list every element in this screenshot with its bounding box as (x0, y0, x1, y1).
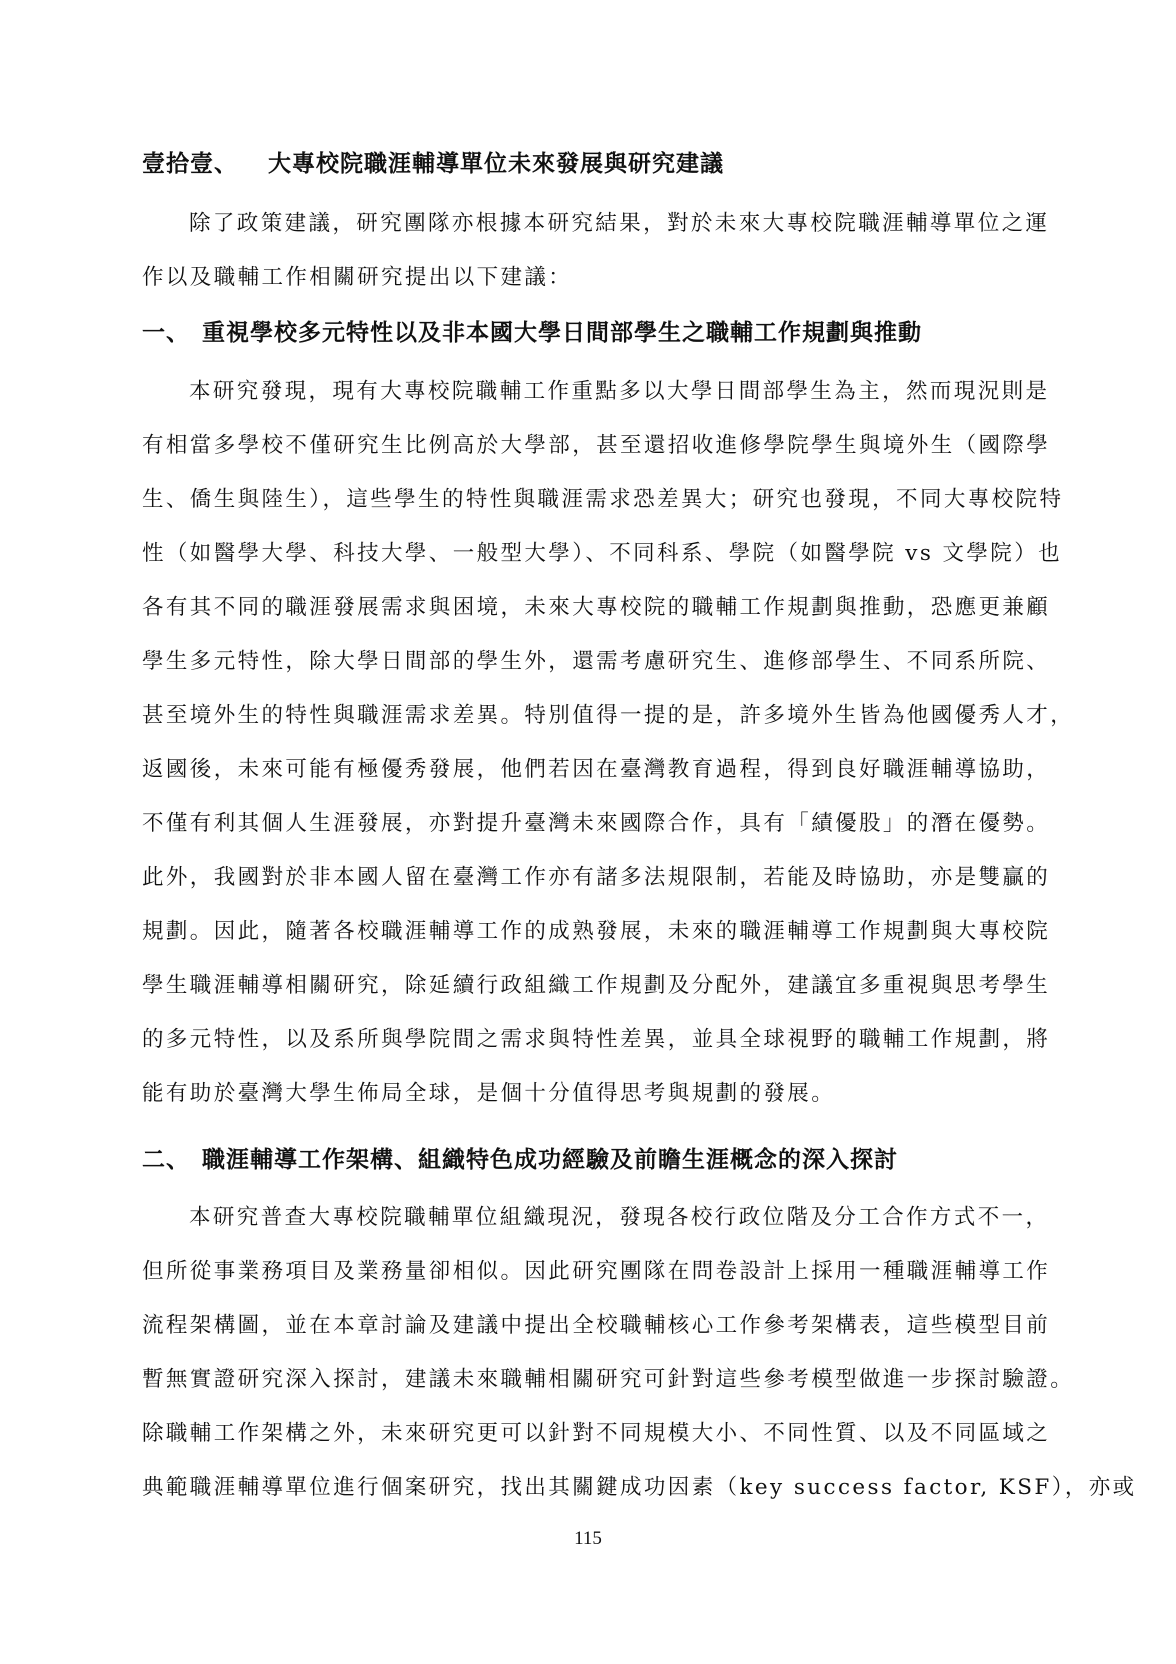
paragraph-line: 學生職涯輔導相關研究，除延續行政組織工作規劃及分配外，建議宜多重視與思考學生 (142, 973, 1051, 998)
section-heading-1 (142, 318, 922, 348)
paragraph-line: 除了政策建議，研究團隊亦根據本研究結果，對於未來大專校院職涯輔導單位之運 (189, 211, 1050, 236)
paragraph-line: 本研究普查大專校院職輔單位組織現況，發現各校行政位階及分工合作方式不一， (189, 1205, 1050, 1230)
section-2-paragraph (142, 1191, 1137, 1515)
paragraph-line: 流程架構圖，並在本章討論及建議中提出全校職輔核心工作參考架構表，這些模型目前 (142, 1313, 1051, 1338)
paragraph-line: 典範職涯輔導單位進行個案研究，找出其關鍵成功因素（key success factor, KSF），亦或 (142, 1475, 1137, 1500)
paragraph-line: 性（如醫學大學、科技大學、一般型大學）、不同科系、學院（如醫學院 vs 文學院）也 (142, 541, 1063, 566)
section-1-paragraph (142, 365, 1075, 1121)
section-title: 重視學校多元特性以及非本國大學日間部學生之職輔工作規劃與推動 (202, 319, 922, 346)
paragraph-line: 規劃。因此，隨著各校職涯輔導工作的成熟發展，未來的職涯輔導工作規劃與大專校院 (142, 919, 1051, 944)
page-number: 115 (574, 1528, 602, 1549)
paragraph-line: 作以及職輔工作相關研究提出以下建議： (142, 265, 573, 290)
section-number: 一、 (142, 319, 190, 346)
paragraph-line: 的多元特性，以及系所與學院間之需求與特性差異，並具全球視野的職輔工作規劃，將 (142, 1027, 1051, 1052)
paragraph-line: 返國後，未來可能有極優秀發展，他們若因在臺灣教育過程，得到良好職涯輔導協助， (142, 757, 1051, 782)
paragraph-line: 甚至境外生的特性與職涯需求差異。特別值得一提的是，許多境外生皆為他國優秀人才， (142, 703, 1075, 728)
intro-paragraph (142, 197, 1050, 305)
paragraph-line: 此外，我國對於非本國人留在臺灣工作亦有諸多法規限制，若能及時協助，亦是雙贏的 (142, 865, 1051, 890)
section-heading-main (142, 149, 724, 179)
paragraph-line: 暫無實證研究深入探討，建議未來職輔相關研究可針對這些參考模型做進一步探討驗證。 (142, 1367, 1075, 1392)
paragraph-line: 學生多元特性，除大學日間部的學生外，還需考慮研究生、進修部學生、不同系所院、 (142, 649, 1051, 674)
paragraph-line: 有相當多學校不僅研究生比例高於大學部，甚至還招收進修學院學生與境外生（國際學 (142, 433, 1051, 458)
section-number: 二、 (142, 1146, 190, 1173)
section-heading-2 (142, 1145, 898, 1175)
paragraph-line: 能有助於臺灣大學生佈局全球，是個十分值得思考與規劃的發展。 (142, 1081, 836, 1106)
paragraph-line: 本研究發現，現有大專校院職輔工作重點多以大學日間部學生為主，然而現況則是 (189, 379, 1050, 404)
paragraph-line: 生、僑生與陸生），這些學生的特性與職涯需求恐差異大；研究也發現，不同大專校院特 (142, 487, 1064, 512)
section-title: 大專校院職涯輔導單位未來發展與研究建議 (268, 150, 724, 177)
paragraph-line: 除職輔工作架構之外，未來研究更可以針對不同規模大小、不同性質、以及不同區域之 (142, 1421, 1051, 1446)
paragraph-line: 各有其不同的職涯發展需求與困境，未來大專校院的職輔工作規劃與推動，恐應更兼顧 (142, 595, 1051, 620)
paragraph-line: 不僅有利其個人生涯發展，亦對提升臺灣未來國際合作，具有「績優股」的潛在優勢。 (142, 811, 1051, 836)
section-number: 壹拾壹、 (142, 150, 238, 177)
section-title: 職涯輔導工作架構、組織特色成功經驗及前瞻生涯概念的深入探討 (202, 1146, 898, 1173)
paragraph-line: 但所從事業務項目及業務量卻相似。因此研究團隊在問卷設計上採用一種職涯輔導工作 (142, 1259, 1051, 1284)
